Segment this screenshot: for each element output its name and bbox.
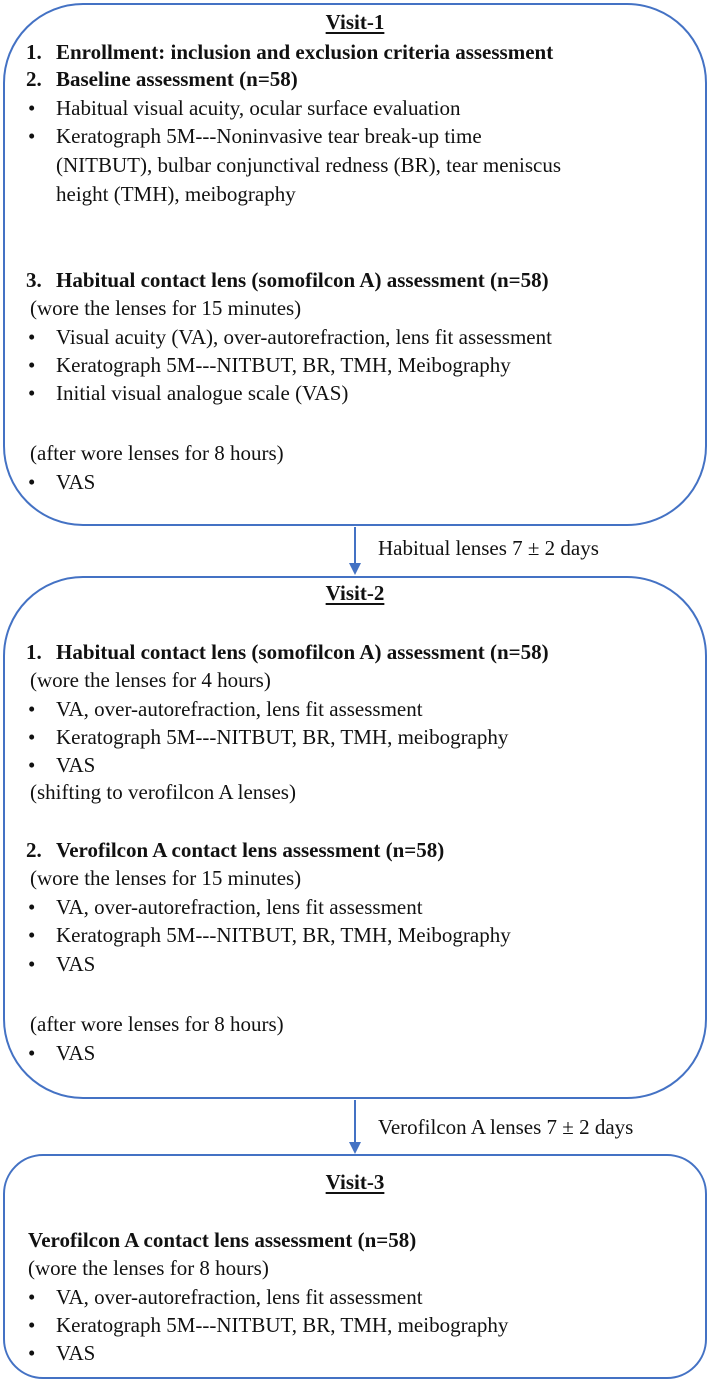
visit-3-heading: Verofilcon A contact lens assessment (n=58): [28, 1228, 417, 1252]
bullet-icon: •: [28, 1285, 36, 1309]
visit-2-item-2: [26, 838, 444, 862]
visit-3-bullet: VAS: [56, 1341, 96, 1365]
item-text: Enrollment: inclusion and exclusion criteria assessment: [56, 40, 554, 64]
bullet-icon: •: [28, 1313, 36, 1337]
item-2-bullet: VA, over-autorefraction, lens fit assessment: [56, 895, 423, 919]
item-3-bullet: Keratograph 5M---NITBUT, BR, TMH, Meibography: [56, 353, 511, 377]
item-number: 1.: [26, 40, 42, 64]
item-1-note: (wore the lenses for 4 hours): [30, 668, 271, 692]
visit-1-title: Visit-1: [325, 10, 385, 34]
bullet-icon: •: [28, 923, 36, 947]
arrow-down-icon: [349, 563, 361, 575]
item-text: Verofilcon A contact lens assessment (n=58): [56, 838, 445, 862]
bullet-icon: •: [28, 470, 36, 494]
baseline-bullet: Habitual visual acuity, ocular surface evaluation: [56, 96, 461, 120]
item-2-bullet: Keratograph 5M---NITBUT, BR, TMH, Meibography: [56, 923, 511, 947]
bullet-icon: •: [28, 124, 36, 148]
baseline-bullet-cont: height (TMH), meibography: [56, 182, 296, 206]
after-note: (after wore lenses for 8 hours): [30, 441, 284, 465]
bullet-icon: •: [28, 725, 36, 749]
visit-3-bullet: Keratograph 5M---NITBUT, BR, TMH, meibography: [56, 1313, 509, 1337]
bullet-icon: •: [28, 353, 36, 377]
visit-1-item-2: [26, 67, 298, 91]
connector-2-label: Verofilcon A lenses 7 ± 2 days: [378, 1115, 634, 1139]
arrow-line: [354, 527, 356, 565]
baseline-bullet: Keratograph 5M---Noninvasive tear break-up time: [56, 124, 482, 148]
bullet-icon: •: [28, 325, 36, 349]
visit-3-title: Visit-3: [325, 1170, 385, 1194]
visit-2-title: Visit-2: [325, 581, 385, 605]
bullet-icon: •: [28, 753, 36, 777]
item-number: 1.: [26, 640, 42, 664]
item-2-note: (wore the lenses for 15 minutes): [30, 866, 302, 890]
bullet-icon: •: [28, 381, 36, 405]
item-1-bullet: VA, over-autorefraction, lens fit assessment: [56, 697, 423, 721]
baseline-bullet-cont: (NITBUT), bulbar conjunctival redness (BR), tear meniscus: [56, 153, 562, 177]
shift-note: (shifting to verofilcon A lenses): [30, 780, 296, 804]
item-1-bullet: Keratograph 5M---NITBUT, BR, TMH, meibography: [56, 725, 509, 749]
item-2-bullet: VAS: [56, 952, 96, 976]
after-bullet: VAS: [56, 1041, 96, 1065]
item-number: 2.: [26, 838, 42, 862]
visit-2-item-1: [26, 640, 549, 664]
item-3-bullet: Initial visual analogue scale (VAS): [56, 381, 349, 405]
visit-3-bullet: VA, over-autorefraction, lens fit assessment: [56, 1285, 423, 1309]
bullet-icon: •: [28, 1041, 36, 1065]
visit-1-item-3: [26, 268, 549, 292]
bullet-icon: •: [28, 1341, 36, 1365]
item-1-bullet: VAS: [56, 753, 96, 777]
bullet-icon: •: [28, 96, 36, 120]
bullet-icon: •: [28, 952, 36, 976]
item-text: Habitual contact lens (somofilcon A) assessment (n=58): [56, 640, 549, 664]
item-3-note: (wore the lenses for 15 minutes): [30, 296, 302, 320]
item-3-bullet: Visual acuity (VA), over-autorefraction, lens fit assessment: [56, 325, 552, 349]
item-text: Baseline assessment (n=58): [56, 67, 298, 91]
bullet-icon: •: [28, 697, 36, 721]
visit-1-item-1: [26, 40, 553, 64]
after-note: (after wore lenses for 8 hours): [30, 1012, 284, 1036]
arrow-down-icon: [349, 1142, 361, 1154]
visit-3-note: (wore the lenses for 8 hours): [28, 1256, 269, 1280]
connector-1-label: Habitual lenses 7 ± 2 days: [378, 536, 599, 560]
item-text: Habitual contact lens (somofilcon A) assessment (n=58): [56, 268, 549, 292]
item-number: 2.: [26, 67, 42, 91]
after-bullet: VAS: [56, 470, 96, 494]
arrow-line: [354, 1100, 356, 1144]
bullet-icon: •: [28, 895, 36, 919]
item-number: 3.: [26, 268, 42, 292]
